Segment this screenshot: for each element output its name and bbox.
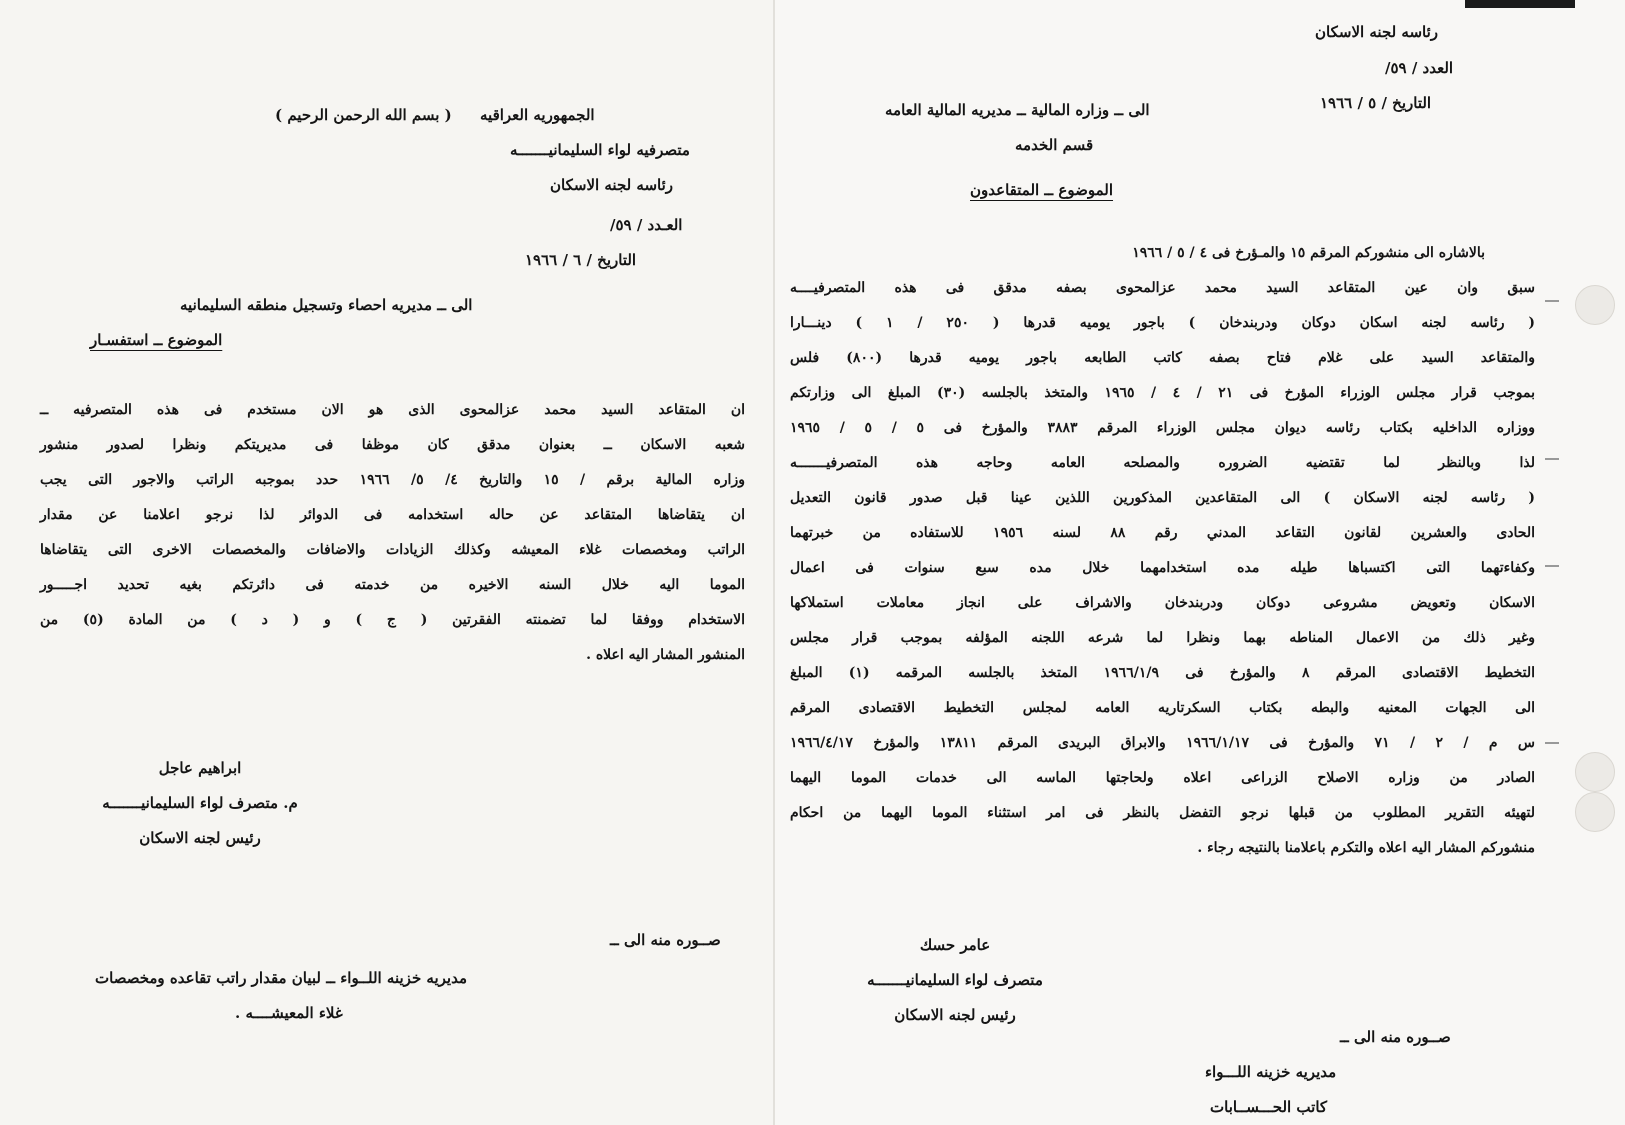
body-line: الاسكان وتعويض مشروعى دوكان ودربندخان والاشراف على انجاز معاملات استملاكها — [790, 595, 1535, 611]
header-ink-mark — [1465, 0, 1575, 8]
body-line: الصادر من وزاره الاصلاح الزراعى اعلاه ولحاجتها الماسه الى خدمات الموما اليهما — [790, 770, 1535, 786]
body-line: وكفاءتهما التى اكتسباها طيله مده استخدامهما خلال مده سبع سنوات فى اعمال — [790, 560, 1535, 576]
subject-line: الموضوع ــ استفسـار — [90, 331, 223, 349]
body-line: التخطيط الاقتصادى المرقم ٨ والمؤرخ فى ١٩٦٦/١/٩ المتخذ بالجلسه المرقمه (١) المبلغ — [790, 665, 1535, 681]
letter-date: التاريخ / ٥ / ١٩٦٦ — [1320, 94, 1432, 112]
body-line: ( رئاسه لجنه الاسكان ) الى المتقاعدين المذكورين اللذين عينا قبل صدور قانون التعديل — [790, 490, 1535, 506]
basmala: ( بسم الله الرحمن الرحيم ) — [275, 106, 452, 124]
signature-title: م. متصرف لواء السليمانيـــــــه — [102, 794, 298, 812]
body-line: الموما اليه خلال السنه الاخيره من خدمته فى دائرتكم بغيه تحديد اجـــــور — [40, 577, 745, 593]
copy-recipient-2: كاتب الحـــســابات — [1210, 1098, 1328, 1116]
body-line: وزاره المالية برقم / ١٥ والتاريخ ٤/ ٥/ ١٩٦٦ حدد بموجبه الراتب والاجور التى يجب — [40, 472, 745, 488]
margin-dash — [1545, 742, 1559, 744]
margin-dash — [1545, 458, 1559, 460]
body-line: سبق وان عين المتقاعد السيد محمد عزالمحوى بصفه مدقق فى هذه المتصرفيــــه — [790, 280, 1535, 296]
copy-heading: صــوره منه الى ــ — [610, 931, 721, 949]
addressee: الى ــ مديريه احصاء وتسجيل منطقه السليمانيه — [180, 296, 473, 314]
body-line: ان يتقاضاها المتقاعد عن حاله استخدامه فى الدوائر لذا نرجو اعلامنا عن مقدار — [40, 507, 745, 523]
body-line: الى الجهات المعنيه والبطه بكتاب السكرتاريه العامه لمجلس التخطيط الاقتصادى المرقم — [790, 700, 1535, 716]
office-heading: متصرفيه لواء السليمانيـــــــه — [510, 141, 690, 159]
body-line: ( رئاسه لجنه اسكان دوكان ودربندخان ) باجور يوميه قدرها ( ٢٥٠ / ١ ) دينـــارا — [790, 315, 1535, 331]
signature-committee: رئيس لجنه الاسكان — [894, 1006, 1016, 1024]
body-line: والمتقاعد السيد على غلام فتاح بصفه كاتب الطابعه باجور يوميه قدرها (٨٠٠) فلس — [790, 350, 1535, 366]
letter-number: العدد / ٥٩/ — [1385, 59, 1454, 77]
body-line: الراتب ومخصصات غلاء المعيشه وكذلك الزيادات والاضافات والمخصصات الاخرى التى يتقاضاها — [40, 542, 745, 558]
body-line: الاستخدام ووفقا لما تضمنته الفقرتين ( ج ) و ( د ) من المادة (٥) من — [40, 612, 745, 628]
body-line: ان المتقاعد السيد محمد عزالمحوى الذى هو الان مستخدم فى هذه المتصرفيه ــ — [40, 402, 745, 418]
country-heading: الجمهوريه العراقيه — [480, 106, 595, 124]
punch-hole — [1575, 285, 1615, 325]
signature-name: عامر حسك — [919, 936, 991, 954]
body-line: شعبه الاسكان ــ بعنوان مدقق كان موظفا فى مديريتكم ونظرا لصدور منشور — [40, 437, 745, 453]
margin-dash — [1545, 565, 1559, 567]
letter-body — [40, 400, 745, 690]
copy-recipient-cont: غلاء المعيشــــه . — [235, 1004, 343, 1022]
copy-heading: صــوره منه الى ــ — [1340, 1028, 1451, 1046]
addressee: الى ــ وزاره المالية ــ مديريه المالية العامه — [885, 101, 1150, 119]
subject-line: الموضوع ــ المتقاعدون — [970, 181, 1114, 199]
committee-heading: رئاسه لجنه الاسكان — [550, 176, 674, 194]
letter-number: العـدد / ٥٩/ — [610, 216, 683, 234]
punch-hole — [1575, 792, 1615, 832]
right-letter-page — [775, 0, 1625, 1125]
signature-name: ابراهيم عاجل — [158, 759, 242, 777]
body-line: بالاشاره الى منشوركم المرقم ١٥ والمـؤرخ فى ٤ / ٥ / ١٩٦٦ — [1132, 245, 1485, 261]
body-line: ووزاره الداخليه بكتاب رئاسه ديوان مجلس الوزراء المرقم ٣٨٨٣ والمؤرخ فى ٥ / ٥ / ١٩٦٥ — [790, 420, 1535, 436]
body-line: بموجب قرار مجلس الوزراء المؤرخ فى ٢١ / ٤ / ١٩٦٥ والمتخذ بالجلسه (٣٠) المبلغ الى وزارتكم — [790, 385, 1535, 401]
margin-dash — [1545, 300, 1559, 302]
body-line: المنشور المشار اليه اعلاه . — [586, 647, 745, 663]
body-line: وغير ذلك من الاعمال المناطه بهما ونظرا لما شرعه اللجنه المؤلفه بموجب قرار مجلس — [790, 630, 1535, 646]
left-letter-page — [0, 0, 775, 1125]
letter-body — [790, 243, 1535, 883]
committee-heading: رئاسه لجنه الاسكان — [1315, 23, 1439, 41]
body-line: لذا وبالنظر لما تقتضيه الضروره والمصلحه العامه وحاجه هذه المتصرفيـــــــه — [790, 455, 1535, 471]
body-line: لتهيئه التقرير المطلوب من قبلها نرجو التفضل بالنظر فى امر استثناء الموما اليهما من احكام — [790, 805, 1535, 821]
letter-date: التاريخ / ٦ / ١٩٦٦ — [525, 251, 637, 269]
addressee-division: قسم الخدمه — [1015, 136, 1094, 154]
body-line: س م / ٢ / ٧١ والمؤرخ فى ١٩٦٦/١/١٧ والابراق البريدى المرقم ١٣٨١١ والمؤرخ ١٩٦٦/٤/١٧ — [790, 735, 1536, 751]
copy-recipient: مديريه خزينه اللـــواء — [1205, 1063, 1337, 1081]
body-line: منشوركم المشار اليه اعلاه والتكرم باعلامنا بالنتيجه رجاء . — [1197, 840, 1535, 856]
signature-title: متصرف لواء السليمانيـــــــه — [867, 971, 1043, 989]
signature-committee: رئيس لجنه الاسكان — [139, 829, 261, 847]
punch-hole — [1575, 752, 1615, 792]
copy-recipient: مديريه خزينه اللــواء ــ لبيان مقدار راتب تقاعده ومخصصات — [95, 969, 468, 987]
body-line: الحادى والعشرين لقانون التقاعد المدني رقم ٨٨ لسنه ١٩٥٦ للاستفاده من خبرتهما — [790, 525, 1535, 541]
